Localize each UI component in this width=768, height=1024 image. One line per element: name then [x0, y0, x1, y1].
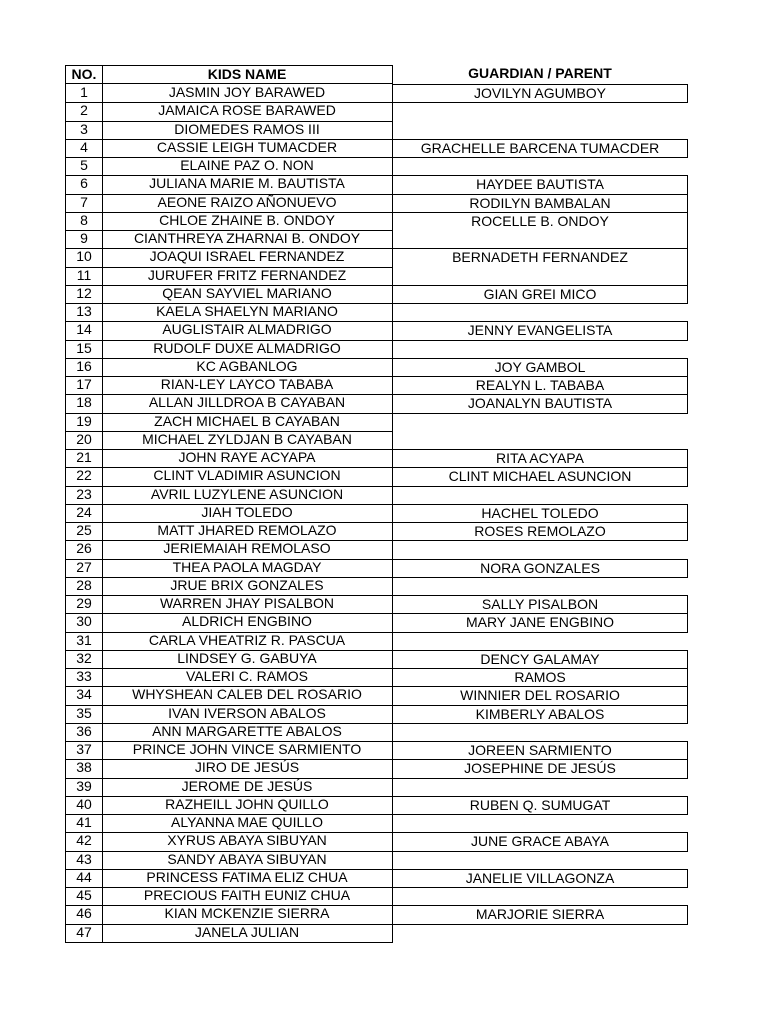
row-number: 32 — [65, 650, 103, 669]
guardian-name: HACHEL TOLEDO — [392, 504, 688, 523]
row-number: 22 — [65, 467, 103, 487]
kid-name: PRINCE JOHN VINCE SARMIENTO — [102, 741, 393, 760]
row-number: 11 — [65, 267, 103, 286]
kid-name: WHYSHEAN CALEB DEL ROSARIO — [102, 686, 393, 706]
row-number: 42 — [65, 832, 103, 852]
guardian-name: WINNIER DEL ROSARIO — [392, 686, 688, 706]
kid-name: DIOMEDES RAMOS III — [102, 121, 393, 140]
row-number: 44 — [65, 869, 103, 888]
guardian-name: SALLY PISALBON — [392, 595, 688, 614]
kid-name: JOAQUI ISRAEL FERNANDEZ — [102, 248, 393, 268]
kid-name: JURUFER FRITZ FERNANDEZ — [102, 267, 393, 286]
row-number: 29 — [65, 595, 103, 614]
kid-name: JANELA JULIAN — [102, 924, 393, 943]
guardian-name: JOANALYN BAUTISTA — [392, 394, 688, 414]
guardian-name: JANELIE VILLAGONZA — [392, 869, 688, 888]
kid-name: JIRO DE JESÚS — [102, 759, 393, 779]
row-number: 35 — [65, 705, 103, 724]
row-number: 45 — [65, 887, 103, 906]
row-number: 9 — [65, 230, 103, 249]
guardian-name: MARJORIE SIERRA — [392, 905, 688, 925]
kid-name: QEAN SAYVIEL MARIANO — [102, 285, 393, 304]
kid-name: PRECIOUS FAITH EUNIZ CHUA — [102, 887, 393, 906]
row-number: 3 — [65, 121, 103, 140]
row-number: 33 — [65, 668, 103, 687]
row-number: 19 — [65, 413, 103, 432]
guardian-name: JENNY EVANGELISTA — [392, 321, 688, 341]
row-number: 10 — [65, 248, 103, 268]
kid-name: CARLA VHEATRIZ R. PASCUA — [102, 632, 393, 651]
row-number: 18 — [65, 394, 103, 414]
kid-name: CIANTHREYA ZHARNAI B. ONDOY — [102, 230, 393, 249]
guardian-name: RUBEN Q. SUMUGAT — [392, 796, 688, 815]
row-number: 5 — [65, 157, 103, 176]
guardian-name: DENCY GALAMAY — [392, 650, 688, 669]
kid-name: AVRIL LUZYLENE ASUNCION — [102, 486, 393, 505]
kid-name: ALLAN JILLDROA B CAYABAN — [102, 394, 393, 414]
guardian-name: BERNADETH FERNANDEZ — [392, 248, 688, 286]
guardian-name: GRACHELLE BARCENA TUMACDER — [392, 139, 688, 158]
header-no: NO. — [65, 65, 103, 84]
kid-name: JOHN RAYE ACYAPA — [102, 449, 393, 468]
kid-name: VALERI C. RAMOS — [102, 668, 393, 687]
guardian-name: RAMOS — [392, 668, 688, 687]
kid-name: MATT JHARED REMOLAZO — [102, 522, 393, 541]
kid-name: LINDSEY G. GABUYA — [102, 650, 393, 669]
kid-name: XYRUS ABAYA SIBUYAN — [102, 832, 393, 852]
guardian-name: JOSEPHINE DE JESÚS — [392, 759, 688, 779]
row-number: 26 — [65, 540, 103, 560]
row-number: 6 — [65, 175, 103, 195]
row-number: 41 — [65, 814, 103, 833]
kid-name: CLINT VLADIMIR ASUNCION — [102, 467, 393, 487]
row-number: 14 — [65, 321, 103, 341]
row-number: 40 — [65, 796, 103, 815]
kid-name: ANN MARGARETTE ABALOS — [102, 723, 393, 742]
row-number: 47 — [65, 924, 103, 943]
kid-name: KIAN MCKENZIE SIERRA — [102, 905, 393, 925]
header-kids-name: KIDS NAME — [102, 65, 393, 84]
row-number: 38 — [65, 759, 103, 779]
guardian-name: JOVILYN AGUMBOY — [392, 84, 688, 103]
row-number: 28 — [65, 577, 103, 596]
kid-name: JAMAICA ROSE BARAWED — [102, 102, 393, 122]
header-guardian-parent: GUARDIAN / PARENT — [468, 65, 612, 81]
kid-name: IVAN IVERSON ABALOS — [102, 705, 393, 724]
row-number: 12 — [65, 285, 103, 304]
kid-name: THEA PAOLA MAGDAY — [102, 559, 393, 578]
kid-name: RUDOLF DUXE ALMADRIGO — [102, 340, 393, 359]
kid-name: CHLOE ZHAINE B. ONDOY — [102, 212, 393, 231]
kid-name: JASMIN JOY BARAWED — [102, 84, 393, 103]
row-number: 15 — [65, 340, 103, 359]
row-number: 17 — [65, 376, 103, 395]
row-number: 1 — [65, 84, 103, 103]
guardian-name: CLINT MICHAEL ASUNCION — [392, 467, 688, 487]
row-number: 21 — [65, 449, 103, 468]
kid-name: ALYANNA MAE QUILLO — [102, 814, 393, 833]
guardian-name: REALYN L. TABABA — [392, 376, 688, 395]
kid-name: MICHAEL ZYLDJAN B CAYABAN — [102, 431, 393, 450]
row-number: 13 — [65, 303, 103, 322]
row-number: 36 — [65, 723, 103, 742]
guardian-name: ROCELLE B. ONDOY — [392, 212, 688, 249]
kid-name: RIAN-LEY LAYCO TABABA — [102, 376, 393, 395]
row-number: 31 — [65, 632, 103, 651]
guardian-name: MARY JANE ENGBINO — [392, 613, 688, 633]
kid-name: JRUE BRIX GONZALES — [102, 577, 393, 596]
kid-name: ZACH MICHAEL B CAYABAN — [102, 413, 393, 432]
row-number: 2 — [65, 102, 103, 122]
kid-name: WARREN JHAY PISALBON — [102, 595, 393, 614]
kid-name: SANDY ABAYA SIBUYAN — [102, 851, 393, 870]
guardian-name: RITA ACYAPA — [392, 449, 688, 468]
guardian-name: ROSES REMOLAZO — [392, 522, 688, 541]
kid-name: RAZHEILL JOHN QUILLO — [102, 796, 393, 815]
row-number: 25 — [65, 522, 103, 541]
kid-name: JERIEMAIAH REMOLASO — [102, 540, 393, 560]
kid-name: JEROME DE JESÚS — [102, 778, 393, 797]
guardian-name: GIAN GREI MICO — [392, 285, 688, 304]
row-number: 37 — [65, 741, 103, 760]
row-number: 46 — [65, 905, 103, 925]
guardian-name: JUNE GRACE ABAYA — [392, 832, 688, 852]
guardian-name: NORA GONZALES — [392, 559, 688, 578]
kid-name: ELAINE PAZ O. NON — [102, 157, 393, 176]
kid-name: CASSIE LEIGH TUMACDER — [102, 139, 393, 158]
kid-name: KC AGBANLOG — [102, 358, 393, 377]
guardian-name: JOY GAMBOL — [392, 358, 688, 377]
row-number: 27 — [65, 559, 103, 578]
guardian-name: HAYDEE BAUTISTA — [392, 175, 688, 195]
row-number: 20 — [65, 431, 103, 450]
kid-name: JULIANA MARIE M. BAUTISTA — [102, 175, 393, 195]
row-number: 30 — [65, 613, 103, 633]
row-number: 43 — [65, 851, 103, 870]
guardian-name: KIMBERLY ABALOS — [392, 705, 688, 724]
row-number: 34 — [65, 686, 103, 706]
row-number: 4 — [65, 139, 103, 158]
row-number: 23 — [65, 486, 103, 505]
row-number: 16 — [65, 358, 103, 377]
kid-name: AUGLISTAIR ALMADRIGO — [102, 321, 393, 341]
row-number: 7 — [65, 194, 103, 213]
kid-name: AEONE RAIZO AÑONUEVO — [102, 194, 393, 213]
kid-name: JIAH TOLEDO — [102, 504, 393, 523]
guardian-name: RODILYN BAMBALAN — [392, 194, 688, 213]
row-number: 39 — [65, 778, 103, 797]
row-number: 24 — [65, 504, 103, 523]
kid-name: ALDRICH ENGBINO — [102, 613, 393, 633]
row-number: 8 — [65, 212, 103, 231]
guardian-name: JOREEN SARMIENTO — [392, 741, 688, 760]
kid-name: PRINCESS FATIMA ELIZ CHUA — [102, 869, 393, 888]
kid-name: KAELA SHAELYN MARIANO — [102, 303, 393, 322]
